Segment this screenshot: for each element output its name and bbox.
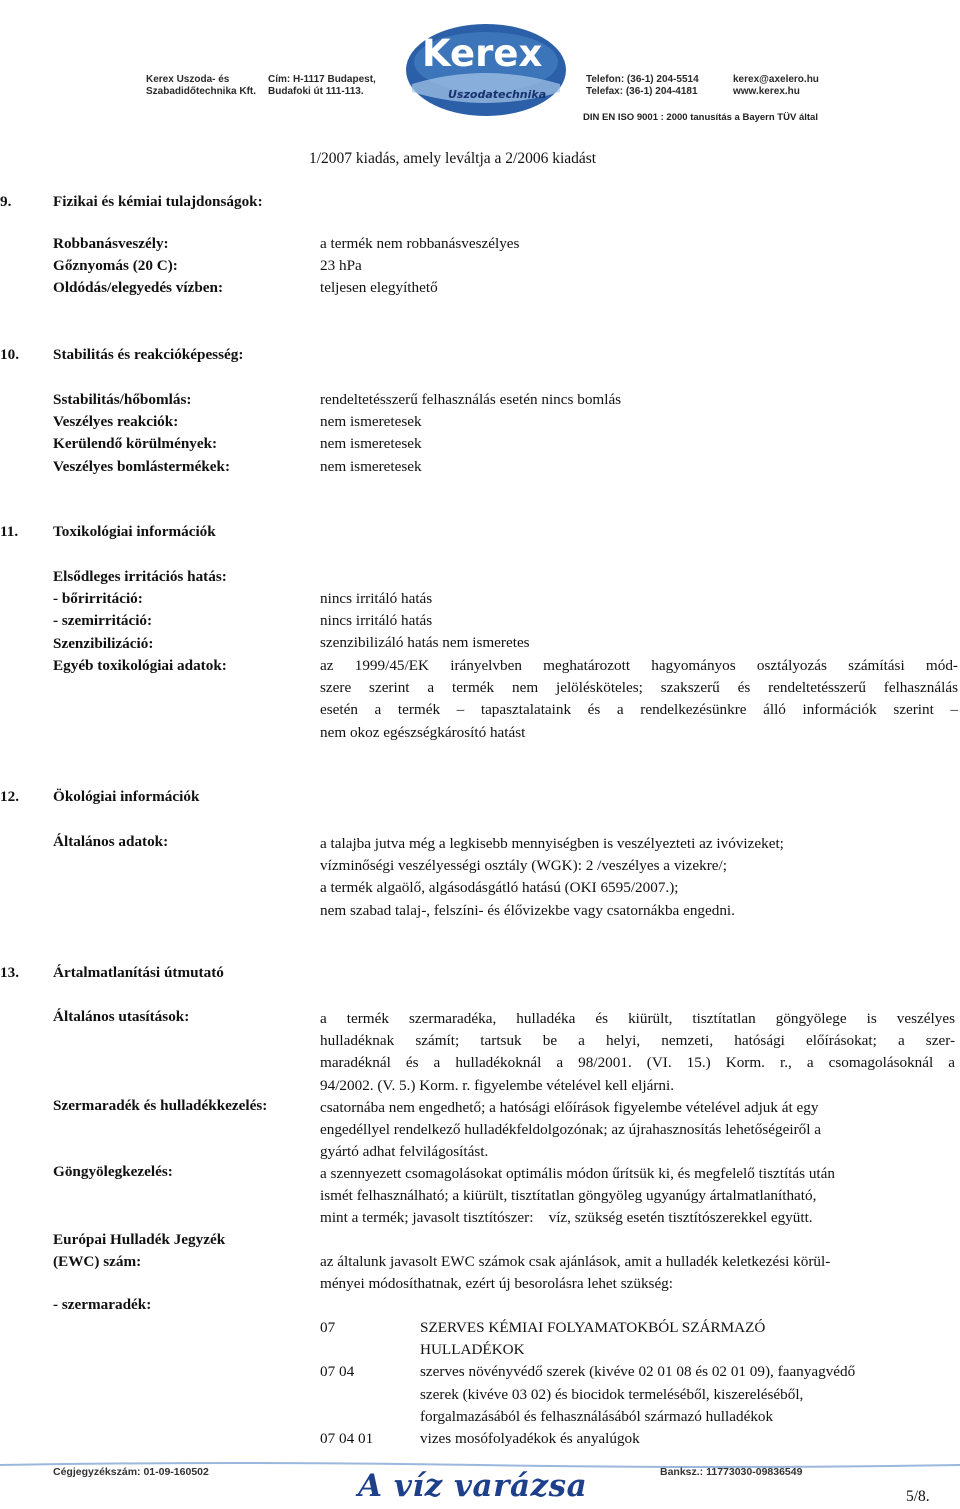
packaging-label: Göngyölegkezelés: — [53, 1163, 173, 1180]
section-number: 12. — [0, 788, 19, 805]
other-toxicology-text: az 1999/45/EK irányelvben meghatározott hagyományos osztályozás számítási mód- szere szerint a termék nem jelölésköteles; szakszerű és rendeltetésszerű felhasználás esetén a termék – tapasztalataink és a rendelkezésünkre álló információk szerint – nem okoz egészségkárosító hatást — [320, 657, 958, 741]
ewc-code-row: 07 04 01 vizes mosófolyadékok és anyalúgok — [320, 1430, 640, 1448]
section-title: Toxikológiai információk — [53, 523, 216, 540]
company-registry: Cégjegyzékszám: 01-09-160502 — [53, 1466, 209, 1478]
general-data-text: a talajba jutva még a legkisebb mennyiségben is veszélyezteti az ivóvizeket; vízminőségi veszélyességi osztály (WGK): 2 /veszélyes a vizekre/; a termék algaölő, algásodásgátló hatású (OKI 6595/2007.); nem szabad talaj-, felszíni- és élővizekbe vagy csatornákba engedni. — [320, 835, 784, 919]
ewc-code-row: 07 SZERVES KÉMIAI FOLYAMATOKBÓL SZÁRMAZÓ HULLADÉKOK — [320, 1319, 766, 1359]
packaging-text: a szennyezett csomagolásokat optimális módon űrítsük ki, és megfelelő tisztítás után ismét felhasználható; a kiürült, tisztítatlan göngyöleg ugyanúgy ártalmatlanítható, mint a termék; javasolt tisztítószer: víz, szükség esetén tisztítószerekkel együtt. — [320, 1165, 835, 1227]
property-labels: Robbanásveszély: Gőznyomás (20 C): Oldódás/elegyedés vízben: — [53, 235, 224, 297]
ewc-codes-table — [320, 1317, 855, 1450]
property-values: a termék nem robbanásveszélyes 23 hPa teljesen elegyíthető — [320, 235, 520, 297]
waste-handling-text: csatornába nem engedhető; a hatósági előírások figyelembe vételével adjuk át egy engedéllyel rendelkező hulladékfeldolgozónak; az újrahasznosítás lehetőségeiről a gyártó adhat felvilágosítást. — [320, 1099, 821, 1161]
company-name: Kerex Uszoda- és Szabadidőtechnika Kft. — [146, 74, 257, 97]
property-values: nincs irritáló hatás nincs irritáló hatás szenzibilizáló hatás nem ismeretes — [320, 590, 530, 652]
kerex-logo — [404, 22, 569, 118]
company-address: Cím: H-1117 Budapest, Budafoki út 111-113. — [268, 74, 376, 97]
general-instructions-text: a termék szermaradéka, hulladéka és kiürült, tisztítatlan göngyölege is veszélyes hulladéknak számít; tartsuk be a helyi, nemzeti, hatósági előírásokat; a szer- maradéknál és a hulladékoknál a 98/2001. (VI. 15.) Korm. r., a csomagolásoknál a 94/2002. (V. 5.) Korm. r. figyelembe vételével kell eljárni. — [320, 1010, 955, 1094]
contact-phones: Telefon: (36-1) 204-5514 Telefax: (36-1) 204-4181 — [586, 74, 699, 97]
bank-account: Banksz.: 11773030-09836549 — [660, 1466, 803, 1478]
section-number: 11. — [0, 523, 19, 540]
ewc-code-row: 07 04 szerves növényvédő szerek (kivéve 02 01 08 és 02 01 09), faanyagvédő szerek (kivéve 03 02) és biocidok termeléséből, kiszereléséből, forgalmazásából és felhasználásából származó hulladékok — [320, 1363, 856, 1425]
general-data-label: Általános adatok: — [53, 833, 169, 850]
general-instructions-label: Általános utasítások: — [53, 1008, 190, 1025]
footer-tagline: A víz varázsa — [358, 1468, 588, 1504]
property-labels: Elsődleges irritációs hatás: - bőrirritáció: - szemirritáció: Szenzibilizáció: Egyéb toxikológiai adatok: — [53, 568, 227, 674]
ewc-text: az általunk javasolt EWC számok csak ajánlások, amit a hulladék keletkezési körül- ményei módosíthatnak, ezért új besorolásra lehet szükség: — [320, 1253, 831, 1293]
section-title: Fizikai és kémiai tulajdonságok: — [53, 193, 263, 210]
ewc-label: Európai Hulladék Jegyzék (EWC) szám: — [53, 1231, 226, 1271]
logo-text: Kerex — [422, 32, 543, 75]
edition-note: 1/2007 kiadás, amely leváltja a 2/2006 kiadást — [309, 150, 597, 167]
residue-label: - szermaradék: — [53, 1296, 152, 1313]
waste-handling-label: Szermaradék és hulladékkezelés: — [53, 1097, 268, 1114]
section-title: Ártalmatlanítási útmutató — [53, 964, 224, 981]
logo-subtext: Uszodatechnika — [448, 88, 547, 101]
section-number: 10. — [0, 346, 19, 363]
page-number: 5/8. — [906, 1488, 930, 1505]
section-number: 9. — [0, 193, 12, 210]
iso-certification: DIN EN ISO 9001 : 2000 tanusítás a Bayern TÜV által — [583, 112, 818, 123]
contact-web: kerex@axelero.hu www.kerex.hu — [733, 74, 819, 97]
property-labels: Sstabilitás/hőbomlás: Veszélyes reakciók: Kerülendő körülmények: Veszélyes bomlástermékek: — [53, 391, 231, 475]
section-title: Ökológiai információk — [53, 788, 200, 805]
property-values: rendeltetésszerű felhasználás esetén nincs bomlás nem ismeretesek nem ismeretesek nem ismeretesek — [320, 391, 622, 475]
section-number: 13. — [0, 964, 19, 981]
section-title: Stabilitás és reakcióképesség: — [53, 346, 244, 363]
